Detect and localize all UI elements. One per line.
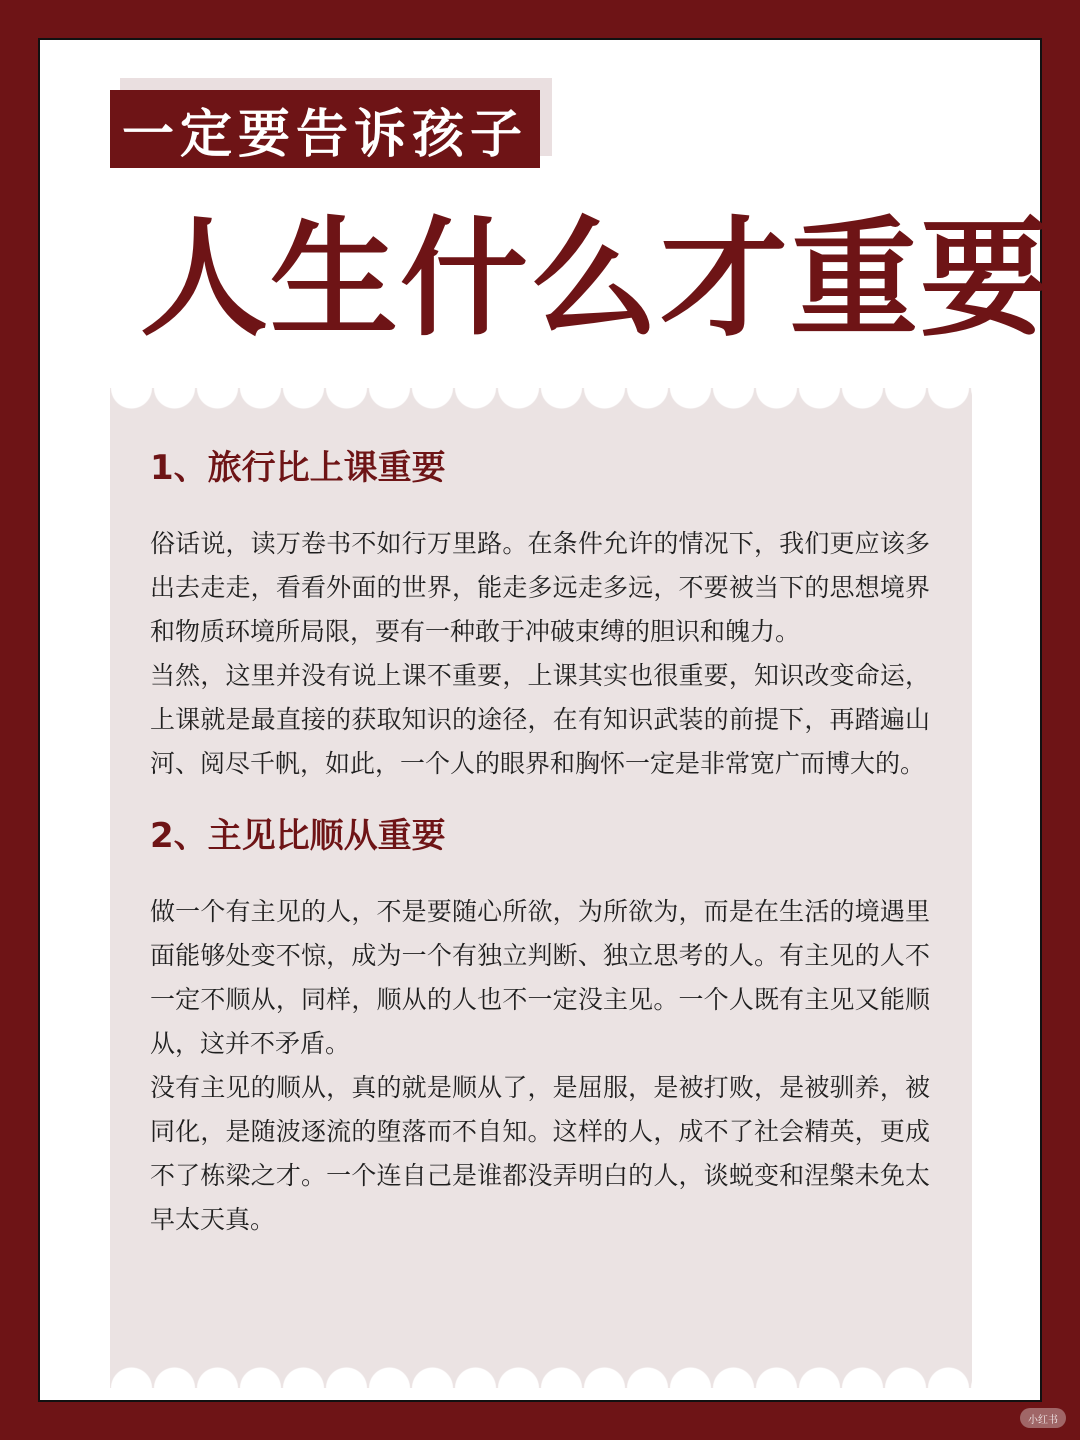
content-card — [110, 388, 972, 1388]
paragraph: 俗话说，读万卷书不如行万里路。在条件允许的情况下，我们更应该多出去走走，看看外面的世界，能走多远走多远，不要被当下的思想境界和物质环境所局限，要有一种敢于冲破束缚的胆识和魄力。 — [150, 529, 930, 646]
paragraph: 当然，这里并没有说上课不重要，上课其实也很重要，知识改变命运，上课就是最直接的获取知识的途径，在有知识武装的前提下，再踏遍山河、阅尽千帆，如此，一个人的眼界和胸怀一定是非常宽广而博大的。 — [150, 661, 930, 778]
page-title: 人生什么才重要 — [140, 205, 1051, 354]
section-heading: 1、旅行比上课重要 — [150, 448, 446, 488]
section-heading: 2、主见比顺从重要 — [150, 816, 446, 856]
watermark-logo: 小红书 — [1020, 1408, 1066, 1428]
scallop-edge-top — [110, 388, 972, 412]
scallop-edge-bottom — [110, 1364, 972, 1388]
header-tag: 一定要告诉孩子 — [110, 90, 540, 168]
section-2 — [150, 816, 930, 1242]
article-body — [150, 448, 930, 1272]
paragraph: 没有主见的顺从，真的就是顺从了，是屈服，是被打败，是被驯养，被同化，是随波逐流的堕落而不自知。这样的人，成不了社会精英，更成不了栋梁之才。一个连自己是谁都没弄明白的人，谈蜕变和涅槃未免太早太天真。 — [150, 1073, 930, 1234]
section-1 — [150, 448, 930, 786]
paragraph: 做一个有主见的人，不是要随心所欲，为所欲为，而是在生活的境遇里面能够处变不惊，成为一个有独立判断、独立思考的人。有主见的人不一定不顺从，同样，顺从的人也不一定没主见。一个人既有主见又能顺从，这并不矛盾。 — [150, 897, 930, 1058]
